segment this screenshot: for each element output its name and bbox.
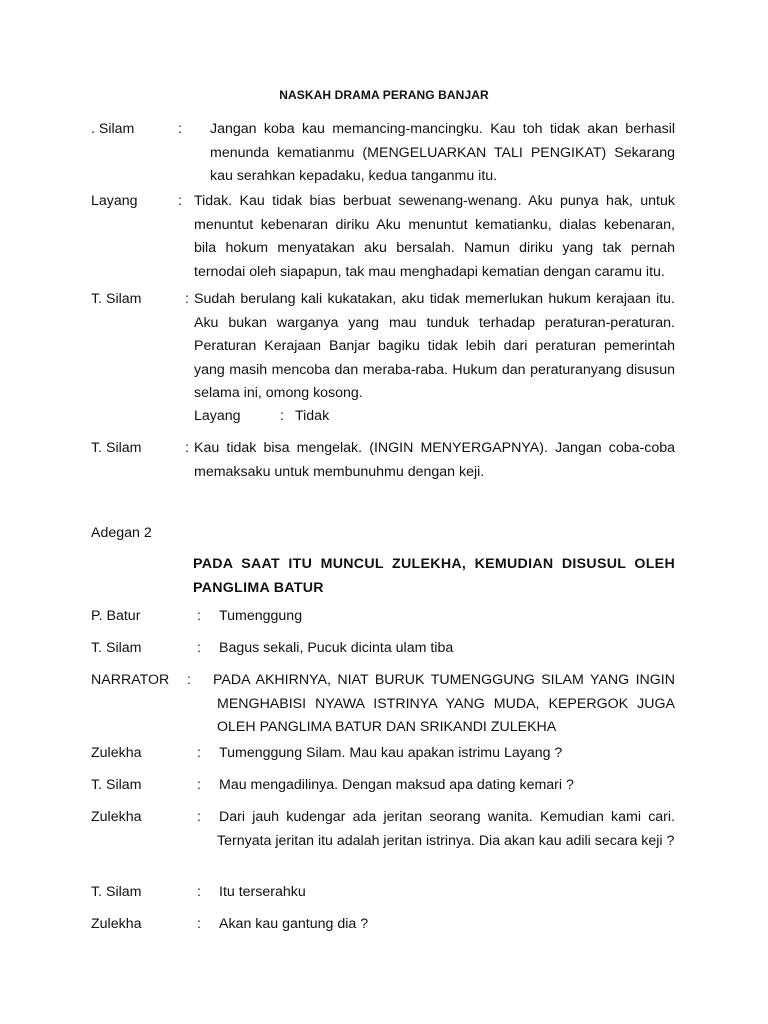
speaker-colon: : xyxy=(187,672,191,688)
speaker-name: Zulekha xyxy=(91,745,142,761)
speaker-name: T. Silam xyxy=(91,884,142,900)
speaker-colon: : xyxy=(197,916,201,932)
dialogue-text: Sudah berulang kali kukatakan, aku tidak memerlukan hukum kerajaan itu. Aku bukan warganya yang mau tunduk terhadap peraturan-peraturan. Peraturan Kerajaan Banjar bagiku tidak lebih dari peraturan pemerintah yang masih mencoba dan meraba-raba. Hukum dan peraturanyang disusun selama ini, omong kosong. xyxy=(194,291,675,401)
dialogue-text: Tidak xyxy=(295,408,330,424)
speaker-name: Zulekha xyxy=(91,916,142,932)
speaker-name: Layang xyxy=(91,193,138,209)
dialogue-text: Tumenggung Silam. Mau kau apakan istrimu Layang ? xyxy=(219,745,563,761)
speaker-name: Zulekha xyxy=(91,809,142,825)
speaker-colon: : xyxy=(197,777,201,793)
speaker-colon: : xyxy=(197,608,201,624)
dialogue-text: Kau tidak bisa mengelak. (INGIN MENYERGAPNYA). Jangan coba-coba memaksaku untuk membunuhmu dengan keji. xyxy=(194,440,675,480)
speaker-name: . Silam xyxy=(91,121,135,137)
dialogue-text: Itu terserahku xyxy=(219,884,306,900)
speaker-colon: : xyxy=(197,884,201,900)
dialogue-text: Tumenggung xyxy=(219,608,303,624)
scene-label: Adegan 2 xyxy=(91,525,152,541)
speaker-colon: : xyxy=(197,640,201,656)
speaker-name: P. Batur xyxy=(91,608,141,624)
speaker-name: NARRATOR xyxy=(91,672,170,688)
speaker-colon: : xyxy=(185,440,189,456)
dialogue-text: Tidak. Kau tidak bias berbuat sewenang-wenang. Aku punya hak, untuk menuntut kebenaran diriku Aku menuntut kematianku, dialas kebenaran, bila hokum menyatakan aku bersalah. Namun diriku yang tak pernah ternodai oleh siapapun, tak mau menghadapi kematian dengan caramu itu. xyxy=(194,193,675,280)
speaker-name: T. Silam xyxy=(91,440,142,456)
speaker-name: T. Silam xyxy=(91,291,142,307)
speaker-colon: : xyxy=(178,193,182,209)
speaker-colon: : xyxy=(178,121,182,137)
dialogue-text: Akan kau gantung dia ? xyxy=(219,916,369,932)
dialogue-text: Dari jauh kudengar ada jeritan seorang wanita. Kemudian kami cari. Ternyata jeritan itu adalah jeritan istrinya. Dia akan kau adili secara keji ? xyxy=(217,809,675,849)
speaker-name: T. Silam xyxy=(91,777,142,793)
dialogue-text: Mau mengadilinya. Dengan maksud apa dating kemari ? xyxy=(219,777,574,793)
speaker-colon: : xyxy=(197,745,201,761)
speaker-name: Layang xyxy=(194,408,241,424)
speaker-colon: : xyxy=(280,408,284,424)
dialogue-text: Jangan koba kau memancing-mancingku. Kau toh tidak akan berhasil menunda kematianmu (MENGELUARKAN TALI PENGIKAT) Sekarang kau serahkan kepadaku, kedua tanganmu itu. xyxy=(210,121,675,184)
speaker-colon: : xyxy=(185,291,189,307)
stage-direction: PADA SAAT ITU MUNCUL ZULEKHA, KEMUDIAN DISUSUL OLEH PANGLIMA BATUR xyxy=(193,556,675,596)
narrator-text: PADA AKHIRNYA, NIAT BURUK TUMENGGUNG SILAM YANG INGIN MENGHABISI NYAWA ISTRINYA YANG MUDA, KEPERGOK JUGA OLEH PANGLIMA BATUR DAN SRIKANDI ZULEKHA xyxy=(213,672,675,735)
speaker-name: T. Silam xyxy=(91,640,142,656)
document-title: NASKAH DRAMA PERANG BANJAR xyxy=(279,88,489,102)
speaker-colon: : xyxy=(197,809,201,825)
dialogue-text: Bagus sekali, Pucuk dicinta ulam tiba xyxy=(219,640,454,656)
